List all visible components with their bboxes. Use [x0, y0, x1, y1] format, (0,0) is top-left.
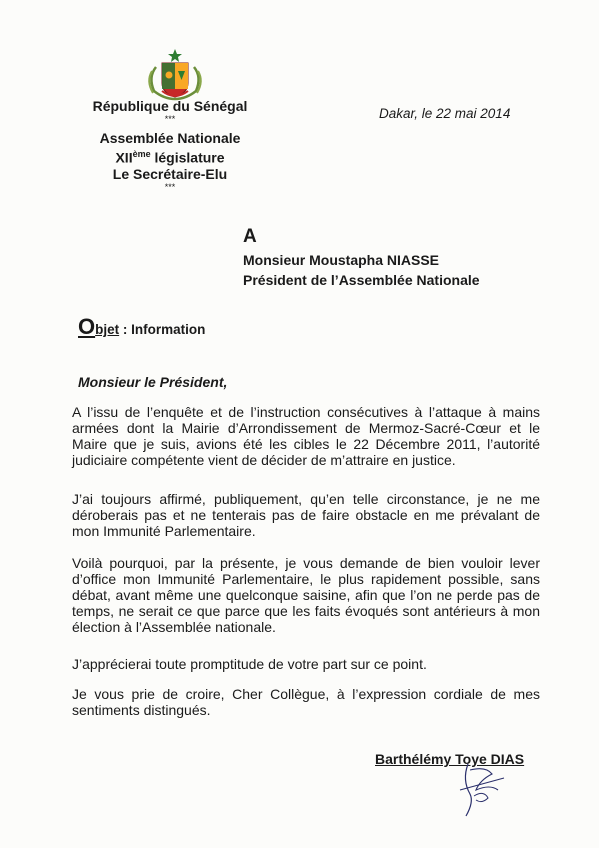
legislature-word: législature — [150, 149, 225, 166]
sender-legislature — [60, 146, 280, 166]
sender-block — [60, 98, 280, 192]
sender-role: Le Secrétaire-Elu — [112, 165, 228, 182]
salutation: Monsieur le Président, — [78, 374, 228, 390]
recipient-name: Monsieur Moustapha NIASSE — [243, 252, 440, 268]
subject-line — [78, 314, 205, 340]
separator-stars: *** — [164, 181, 176, 192]
letter-date: Dakar, le 22 mai 2014 — [379, 106, 511, 121]
body-paragraph: A l’issu de l’enquête et de l’instruction consécutives à l’attaque à mains armées dont la Mairie d’Arrondissement de Mermoz-Sacré-Cœur et le Maire que je suis, avions été les cibles le 22 Décembre 2011, l’autorité judiciaire compétente vient de décider de m’attraire en justice. — [72, 404, 540, 468]
subject-word: bjet — [95, 322, 120, 337]
subject-initial: O — [78, 314, 96, 339]
separator-stars: *** — [164, 114, 176, 124]
body-paragraph: J’ai toujours affirmé, publiquement, qu’en telle circonstance, je ne me déroberais pas et ne tenterais pas de faire obstacle en me prévalant de mon Immunité Parlementaire. — [72, 491, 540, 539]
legislature-superscript: ème — [132, 149, 151, 159]
sender-institution: Assemblée Nationale — [99, 130, 241, 146]
handwritten-signature-icon — [440, 760, 520, 820]
legislature-number: XII — [115, 149, 133, 166]
senegal-coat-of-arms-icon — [144, 47, 206, 101]
body-paragraph: J’apprécierai toute promptitude de votre part sur ce point. — [72, 656, 427, 672]
sender-country: République du Sénégal — [92, 98, 248, 114]
subject-text: : Information — [119, 322, 206, 337]
recipient-block — [243, 250, 480, 290]
body-paragraph: Je vous prie de croire, Cher Collègue, à l’expression cordiale de mes sentiments distingués. — [72, 686, 540, 718]
body-paragraph: Voilà pourquoi, par la présente, je vous demande de bien vouloir lever d’office mon Immunité Parlementaire, le plus rapidement possible, sans débat, avant même une quelconque saisine, afin que l’on ne perde pas de temps, ne serait ce que parce que les faits évoqués sont antérieurs à mon élection à l’Assemblée nationale. — [72, 555, 540, 635]
recipient-title: Président de l’Assemblée Nationale — [243, 272, 480, 288]
signatory-name: Barthélémy Toye DIAS — [375, 751, 525, 767]
recipient-prefix: A — [243, 226, 257, 247]
